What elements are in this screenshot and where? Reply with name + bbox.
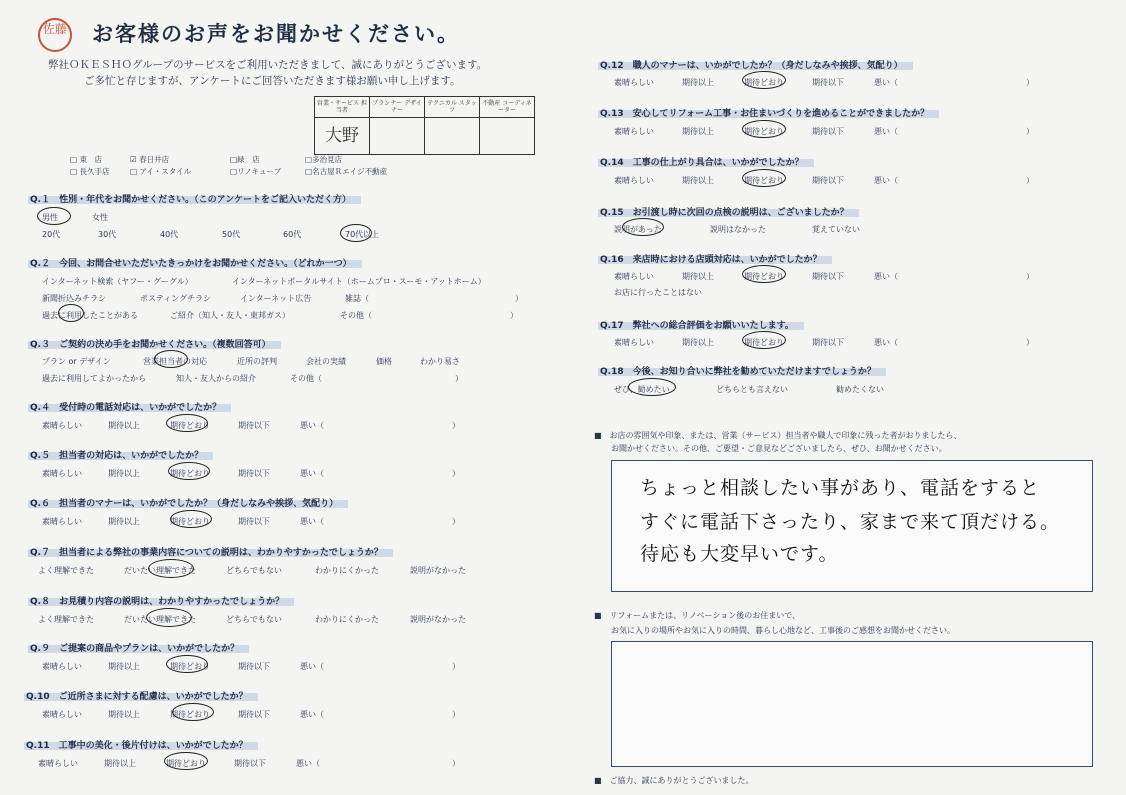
q15-answer-circle — [622, 218, 664, 236]
comment1-prompt-2: お聞かせください。その他、ご要望・ご意見などございましたら、ぜひ、お聞かせください。 — [611, 444, 947, 453]
q1-age-50[interactable]: 50代 — [222, 230, 241, 239]
staff-realestate-cell — [480, 118, 535, 155]
intro-line-1: 弊社ＯＫＥＳＨＯグループのサービスをご利用いただきまして、誠にありがとうございます。 — [48, 59, 488, 71]
q1-gender-circle — [37, 207, 71, 225]
q16-as-expected[interactable]: 期待どおり — [744, 272, 784, 281]
q17-bad[interactable]: 悪い（ — [874, 338, 898, 347]
q5-below[interactable]: 期待以下 — [238, 469, 270, 478]
q14-excellent[interactable]: 素晴らしい — [614, 176, 654, 185]
q2-used-before[interactable]: 過去に利用したことがある — [42, 311, 138, 320]
store-higashi[interactable]: □ 東 店 — [70, 155, 102, 164]
comment1-prompt-1: ■ お店の雰囲気や印象、または、営業（サービス）担当者や職人で印象に残った者がおりましたら、 — [594, 431, 962, 440]
q3-clarity[interactable]: わかり易さ — [420, 357, 460, 366]
q11-bad[interactable]: 悪い（ — [296, 759, 320, 768]
q17-below[interactable]: 期待以下 — [812, 338, 844, 347]
q9-bad[interactable]: 悪い（ — [300, 662, 324, 671]
q18-not-recommend[interactable]: 勧めたくない — [836, 385, 884, 394]
q16-bad[interactable]: 悪い（ — [874, 272, 898, 281]
q12-as-expected[interactable]: 期待どおり — [744, 78, 784, 87]
q3-price[interactable]: 価格 — [376, 357, 392, 366]
q15-label: Q.15 お引渡し時に次回の点検の説明は、ございましたか？ — [600, 205, 849, 218]
q16-answer-circle — [742, 265, 786, 283]
q9-excellent[interactable]: 素晴らしい — [42, 662, 82, 671]
q9-above[interactable]: 期待以上 — [108, 662, 140, 671]
q2-other-close: ） — [510, 311, 518, 320]
q3-reputation[interactable]: 近所の評判 — [237, 357, 277, 366]
q14-bad-close: ） — [1026, 176, 1034, 185]
q2-label: Q.２ 今回、お問合せいただいたきっかけをお聞かせください。（どれか一つ） — [30, 256, 352, 269]
q4-bad[interactable]: 悪い（ — [300, 421, 324, 430]
q9-answer-circle — [166, 655, 208, 673]
q17-excellent[interactable]: 素晴らしい — [614, 338, 654, 347]
q2-newspaper-flyer[interactable]: 新聞折込みチラシ — [42, 294, 106, 303]
q5-answer-circle — [168, 462, 210, 480]
q12-label: Q.12 職人のマナーは、いかがでしたか？（身だしなみや挨拶、気配り） — [600, 58, 903, 71]
q14-label: Q.14 工事の仕上がり具合は、いかがでしたか？ — [600, 155, 804, 168]
comment1-line-3: 待応も大変早いです。 — [640, 543, 839, 565]
q15-dont-remember[interactable]: 覚えていない — [812, 225, 860, 234]
q3-friend-referral[interactable]: 知人・友人からの紹介 — [176, 374, 256, 383]
q3-past-use[interactable]: 過去に利用してよかったから — [42, 374, 146, 383]
q2-magazine[interactable]: 雑誌（ — [345, 294, 369, 303]
comment2-prompt-1: ■ リフォームまたは、リノベーション後のお住まいで、 — [594, 611, 801, 620]
q2-referral[interactable]: ご紹介（知人・友人・東邦ガス） — [170, 311, 290, 320]
q6-label: Q.６ 担当者のマナーは、いかがでしたか？（身だしなみや挨拶、気配り） — [30, 496, 338, 509]
q10-below[interactable]: 期待以下 — [238, 710, 270, 719]
q10-as-expected[interactable]: 期待どおり — [170, 710, 210, 719]
q4-answer-circle — [166, 414, 208, 432]
name-stamp: 佐藤 — [38, 18, 72, 52]
q5-bad-close: ） — [452, 469, 460, 478]
q2-internet-search[interactable]: インターネット検索（ヤフー・グーグル） — [42, 277, 193, 286]
store-nagakute[interactable]: □ 長久手店 — [70, 167, 110, 176]
q5-bad[interactable]: 悪い（ — [300, 469, 324, 478]
store-kasugai[interactable]: ☑ 春日井店 — [130, 155, 170, 164]
q10-bad[interactable]: 悪い（ — [300, 710, 324, 719]
q1-age-60[interactable]: 60代 — [283, 230, 302, 239]
q14-answer-circle — [742, 169, 786, 187]
q4-label: Q.４ 受付時の電話対応は、いかがでしたか？ — [30, 400, 221, 413]
q15-explained[interactable]: 説明があった — [614, 225, 662, 234]
q4-excellent[interactable]: 素晴らしい — [42, 421, 82, 430]
q12-bad-close: ） — [1026, 78, 1034, 87]
q12-excellent[interactable]: 素晴らしい — [614, 78, 654, 87]
q6-below[interactable]: 期待以下 — [238, 517, 270, 526]
q14-bad[interactable]: 悪い（ — [874, 176, 898, 185]
q2-magazine-close: ） — [515, 294, 523, 303]
q1-female[interactable]: 女性 — [92, 213, 108, 222]
q14-below[interactable]: 期待以下 — [812, 176, 844, 185]
q4-bad-close: ） — [452, 421, 460, 430]
q7-hard-to-understand[interactable]: わかりにくかった — [315, 566, 379, 575]
staff-sales-signature: 大野 — [315, 118, 370, 155]
q18-answer-circle — [628, 378, 676, 396]
q6-bad[interactable]: 悪い（ — [300, 517, 324, 526]
q3-answer-circle — [154, 350, 188, 368]
q8-mostly-understood[interactable]: だいたい理解できた — [124, 615, 196, 624]
q13-as-expected[interactable]: 期待どおり — [744, 127, 784, 136]
q11-below[interactable]: 期待以下 — [234, 759, 266, 768]
q1-age-70[interactable]: 70代以上 — [345, 230, 380, 239]
q10-answer-circle — [172, 703, 214, 721]
q17-above[interactable]: 期待以上 — [682, 338, 714, 347]
q15-not-explained[interactable]: 説明はなかった — [710, 225, 766, 234]
q8-hard-to-understand[interactable]: わかりにくかった — [315, 615, 379, 624]
q12-bad[interactable]: 悪い（ — [874, 78, 898, 87]
q12-below[interactable]: 期待以下 — [812, 78, 844, 87]
q2-answer-circle — [58, 304, 84, 322]
q7-no-explanation[interactable]: 説明がなかった — [410, 566, 466, 575]
q13-answer-circle — [742, 120, 786, 138]
q11-bad-close: ） — [452, 759, 460, 768]
q7-answer-circle — [148, 559, 194, 578]
q2-internet-ad[interactable]: インターネット広告 — [240, 294, 312, 303]
comment1-line-2: すぐに電話下さったり、家まで来て頂だける。 — [640, 511, 1061, 533]
q11-label: Q.11 工事中の美化・後片付けは、いかがでしたか？ — [26, 738, 248, 751]
q16-excellent[interactable]: 素晴らしい — [614, 272, 654, 281]
comment2-prompt-2: お気に入りの場所やお気に入りの時間、暮らし心地など、工事後のご感想をお聞かせください。 — [611, 626, 955, 635]
q8-understood-well[interactable]: よく理解できた — [38, 615, 94, 624]
q3-track-record[interactable]: 会社の実績 — [306, 357, 346, 366]
q11-as-expected[interactable]: 期待どおり — [166, 759, 206, 768]
staff-planner-cell — [370, 118, 425, 155]
q18-neutral[interactable]: どちらとも言えない — [716, 385, 788, 394]
q1-age-30[interactable]: 30代 — [98, 230, 117, 239]
q6-as-expected[interactable]: 期待どおり — [170, 517, 210, 526]
q9-as-expected[interactable]: 期待どおり — [170, 662, 210, 671]
page-title: お客様のお声をお聞かせください。 — [92, 22, 460, 46]
store-renocube[interactable]: □リノキューブ — [230, 167, 282, 176]
q12-above[interactable]: 期待以上 — [682, 78, 714, 87]
q13-below[interactable]: 期待以下 — [812, 127, 844, 136]
q7-neutral[interactable]: どちらでもない — [226, 566, 282, 575]
q1-age-40[interactable]: 40代 — [160, 230, 179, 239]
q7-label: Q.７ 担当者による弊社の事業内容についての説明は、わかりやすかったでしょうか？ — [30, 545, 383, 558]
q9-bad-close: ） — [452, 662, 460, 671]
q2-other[interactable]: その他（ — [340, 311, 372, 320]
q14-as-expected[interactable]: 期待どおり — [744, 176, 784, 185]
q10-bad-close: ） — [452, 710, 460, 719]
q4-as-expected[interactable]: 期待どおり — [170, 421, 210, 430]
q6-bad-close: ） — [452, 517, 460, 526]
q18-recommend[interactable]: ぜひ、勧めたい — [614, 385, 670, 394]
q1-label: Q.１ 性別・年代をお聞かせください。（このアンケートをご記入いただく方） — [30, 192, 351, 205]
footer-thanks: ■ ご協力、誠にありがとうございました。 — [594, 776, 754, 785]
q6-excellent[interactable]: 素晴らしい — [42, 517, 82, 526]
q2-posting-flyer[interactable]: ポスティングチラシ — [140, 294, 212, 303]
staff-table — [314, 96, 535, 155]
store-i-style[interactable]: □ アイ・スタイル — [130, 167, 192, 176]
q13-label: Q.13 安心してリフォーム工事・お住まいづくりを進めることができましたか？ — [600, 106, 929, 119]
q3-other-close: ） — [455, 374, 463, 383]
q13-bad-close: ） — [1026, 127, 1034, 136]
q1-male[interactable]: 男性 — [42, 213, 58, 222]
q9-below[interactable]: 期待以下 — [238, 662, 270, 671]
staff-header-technical: テクニカル スタッフ — [425, 97, 480, 118]
q1-age-20[interactable]: 20代 — [42, 230, 61, 239]
q17-as-expected[interactable]: 期待どおり — [744, 338, 784, 347]
store-nagoya-r-age[interactable]: □名古屋Ｒエイジ不動産 — [305, 167, 388, 176]
q4-above[interactable]: 期待以上 — [108, 421, 140, 430]
q14-above[interactable]: 期待以上 — [682, 176, 714, 185]
q5-label: Q.５ 担当者の対応は、いかがでしたか？ — [30, 448, 203, 461]
q11-answer-circle — [164, 752, 208, 770]
q17-answer-circle — [742, 331, 786, 349]
comment1-box[interactable] — [611, 460, 1093, 592]
q1-age-circle — [340, 224, 372, 242]
q16-above[interactable]: 期待以上 — [682, 272, 714, 281]
q7-mostly-understood[interactable]: だいたい理解できた — [124, 566, 196, 575]
q2-portal-site[interactable]: インターネットポータルサイト（ホームプロ・スーモ・アットホーム） — [232, 277, 486, 286]
q16-label: Q.16 来店時における店頭対応は、いかがでしたか？ — [600, 252, 822, 265]
comment1-line-1: ちょっと相談したい事があり、電話をすると — [640, 477, 1041, 499]
q5-excellent[interactable]: 素晴らしい — [42, 469, 82, 478]
q9-label: Q.９ ご提案の商品やプランは、いかがでしたか？ — [30, 641, 239, 654]
staff-header-realestate: 不動産 コーディネーター — [480, 97, 535, 118]
q10-above[interactable]: 期待以上 — [108, 710, 140, 719]
q6-above[interactable]: 期待以上 — [108, 517, 140, 526]
q8-no-explanation[interactable]: 説明がなかった — [410, 615, 466, 624]
q6-answer-circle — [170, 510, 212, 528]
q7-understood-well[interactable]: よく理解できた — [38, 566, 94, 575]
q11-excellent[interactable]: 素晴らしい — [38, 759, 78, 768]
q8-label: Q.８ お見積り内容の説明は、わかりやすかったでしょうか？ — [30, 594, 284, 607]
q10-label: Q.10 ご近所さまに対する配慮は、いかがでしたか？ — [26, 689, 248, 702]
staff-technical-cell — [425, 118, 480, 155]
staff-header-sales: 営業・サービス 担当者 — [315, 97, 370, 118]
q11-above[interactable]: 期待以上 — [104, 759, 136, 768]
q8-neutral[interactable]: どちらでもない — [226, 615, 282, 624]
q17-label: Q.17 弊社への総合評価をお願いいたします。 — [600, 318, 794, 331]
q16-bad-close: ） — [1026, 272, 1034, 281]
q16-below[interactable]: 期待以下 — [812, 272, 844, 281]
q10-excellent[interactable]: 素晴らしい — [42, 710, 82, 719]
comment2-box[interactable] — [611, 641, 1093, 767]
q3-plan-design[interactable]: プラン or デザイン — [42, 357, 111, 366]
q13-excellent[interactable]: 素晴らしい — [614, 127, 654, 136]
intro-line-2: ご多忙と存じますが、アンケートにご回答いただきます様お願い申し上げます。 — [84, 75, 461, 87]
q13-above[interactable]: 期待以上 — [682, 127, 714, 136]
q8-answer-circle — [146, 608, 192, 627]
q3-label: Q.３ ご契約の決め手をお聞かせください。（複数回答可） — [30, 337, 271, 350]
q4-below[interactable]: 期待以下 — [238, 421, 270, 430]
q18-label: Q.18 今後、お知り合いに弊社を勧めていただけますでしょうか？ — [600, 364, 876, 377]
q12-answer-circle — [742, 71, 786, 89]
q5-above[interactable]: 期待以上 — [108, 469, 140, 478]
q3-sales-response[interactable]: 営業担当者の対応 — [143, 357, 207, 366]
staff-header-planner: プランナー デザイナー — [370, 97, 425, 118]
store-midori[interactable]: □緑 店 — [230, 155, 260, 164]
q13-bad[interactable]: 悪い（ — [874, 127, 898, 136]
q16-never-visited[interactable]: お店に行ったことはない — [614, 288, 702, 297]
q5-as-expected[interactable]: 期待どおり — [170, 469, 210, 478]
store-tajimi[interactable]: □多治見店 — [305, 155, 343, 164]
q17-bad-close: ） — [1026, 338, 1034, 347]
q3-other[interactable]: その他（ — [290, 374, 322, 383]
